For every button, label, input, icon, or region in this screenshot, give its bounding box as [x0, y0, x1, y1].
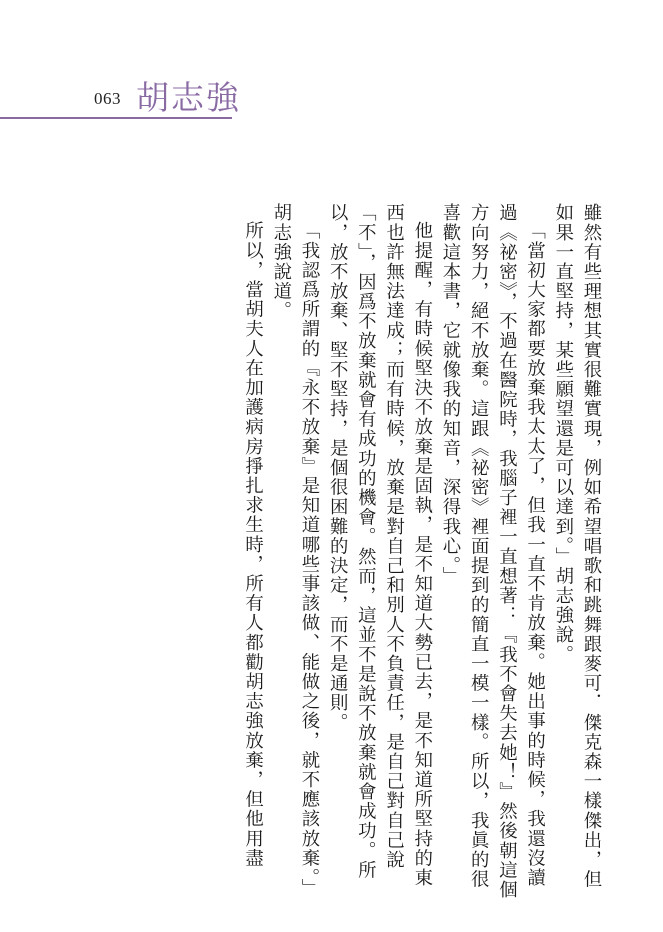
paragraph: 「我認爲所謂的『永不放棄』是知道哪些事該做、能做之後，就不應該放棄。」胡志強說道。 [270, 203, 320, 899]
paragraph: 他提醒，有時候堅決不放棄是固執，是不知道大勢已去，是不知道所堅持的東西也許無法達成；而有時候，放棄是對自己和別人不負責任，是自己對自己說「不」，因爲不放棄就會有成功的機會。然而，這並不是說不放棄就會成功。所以，放不放棄、堅不堅持，是個很困難的決定，而不是通則。 [327, 203, 433, 888]
paragraph: 所以，當胡夫人在加護病房掙扎求生時，所有人都勸胡志強放棄，但他用盡 [242, 221, 264, 869]
page-header [0, 78, 663, 128]
page-number: 063 [94, 89, 121, 108]
chapter-title: 胡志強 [136, 78, 241, 117]
paragraph: 雖然有些理想其實很難實現，例如希望唱歌和跳舞跟麥可．傑克森一樣傑出，但如果一直堅持，某些願望還是可以達到。」胡志強說。 [552, 203, 602, 889]
paragraph: 「當初大家都要放棄我太太了，但我一直不肯放棄。她出事的時候，我還沒讀過《祕密》，不過在醫院時，我腦子裡一直想著：『我不會失去她！』然後朝這個方向努力，絕不放棄。這跟《祕密》裡面提到的簡直一模一樣。所以，我眞的很喜歡這本書，它就像我的知音，深得我心。」 [439, 203, 546, 900]
vertical-text-body [135, 203, 605, 903]
